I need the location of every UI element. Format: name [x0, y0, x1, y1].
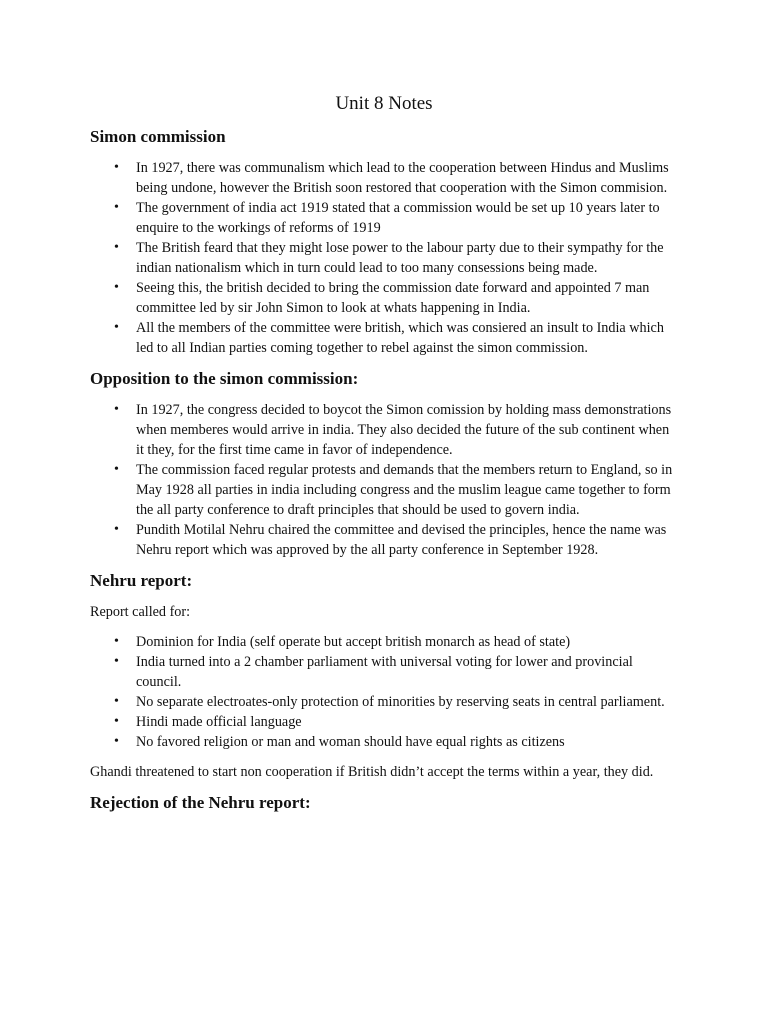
list-item: [90, 692, 678, 712]
bullet-icon: •: [114, 634, 119, 649]
bullet-list-opposition: [90, 400, 678, 560]
section-heading-simon-commission: Simon commission: [90, 127, 226, 146]
bullet-icon: •: [114, 694, 119, 709]
list-item: [90, 158, 678, 198]
nehru-report-intro: Report called for:: [90, 604, 191, 620]
list-item: [90, 520, 678, 560]
document-title: Unit 8 Notes: [335, 93, 433, 114]
list-item-text: The British feard that they might lose power to the labour party due to their sympathy for the indian nationalism which in turn could lead to too many consessions being made.: [136, 240, 664, 276]
bullet-icon: •: [114, 522, 119, 537]
list-item: [90, 732, 678, 752]
list-item-text: India turned into a 2 chamber parliament with universal voting for lower and provincial council.: [136, 654, 633, 690]
list-item-text: No separate electroates-only protection of minorities by reserving seats in central parliament.: [136, 694, 665, 710]
list-item: [90, 238, 678, 278]
list-item: [90, 712, 678, 732]
list-item: [90, 198, 678, 238]
bullet-icon: •: [114, 734, 119, 749]
list-item-text: Hindi made official language: [136, 714, 302, 730]
list-item-text: The government of india act 1919 stated that a commission would be set up 10 years later to enquire to the workings of reforms of 1919: [136, 200, 660, 236]
list-item-text: No favored religion or man and woman should have equal rights as citizens: [136, 734, 565, 750]
bullet-icon: •: [114, 462, 119, 477]
nehru-report-closing: Ghandi threatened to start non cooperation if British didn’t accept the terms within a year, they did.: [90, 764, 654, 780]
list-item: [90, 400, 678, 460]
bullet-icon: •: [114, 320, 119, 335]
bullet-icon: •: [114, 402, 119, 417]
list-item-text: All the members of the committee were british, which was consiered an insult to India which led to all Indian parties coming together to rebel against the simon commission.: [136, 320, 664, 356]
bullet-list-simon-commission: [90, 158, 678, 358]
list-item: [90, 632, 678, 652]
bullet-icon: •: [114, 160, 119, 175]
bullet-icon: •: [114, 714, 119, 729]
list-item: [90, 460, 678, 520]
list-item: [90, 652, 678, 692]
list-item-text: In 1927, the congress decided to boycot the Simon comission by holding mass demonstrations when memberes would arrive in india. They also decided the future of the sub continent when it they, for the first time came in favor of independence.: [136, 402, 672, 458]
list-item: [90, 278, 678, 318]
bullet-list-nehru-report: [90, 632, 678, 752]
list-item-text: Dominion for India (self operate but accept british monarch as head of state): [136, 634, 571, 650]
bullet-icon: •: [114, 200, 119, 215]
section-heading-rejection: Rejection of the Nehru report:: [90, 793, 311, 812]
bullet-icon: •: [114, 240, 119, 255]
list-item-text: Seeing this, the british decided to bring the commission date forward and appointed 7 man committee led by sir John Simon to look at whats happening in India.: [136, 280, 650, 316]
list-item-text: The commission faced regular protests and demands that the members return to England, so in May 1928 all parties in india including congress and the muslim league came together to form the all party conference to draft principles that should be used to govern india.: [136, 462, 673, 518]
section-heading-opposition: Opposition to the simon commission:: [90, 369, 359, 388]
list-item: [90, 318, 678, 358]
section-heading-nehru-report: Nehru report:: [90, 571, 193, 590]
list-item-text: Pundith Motilal Nehru chaired the committee and devised the principles, hence the name was Nehru report which was approved by the all party conference in September 1928.: [136, 522, 667, 558]
bullet-icon: •: [114, 280, 119, 295]
bullet-icon: •: [114, 654, 119, 669]
list-item-text: In 1927, there was communalism which lead to the cooperation between Hindus and Muslims being undone, however the British soon restored that cooperation with the Simon commision.: [136, 160, 669, 196]
